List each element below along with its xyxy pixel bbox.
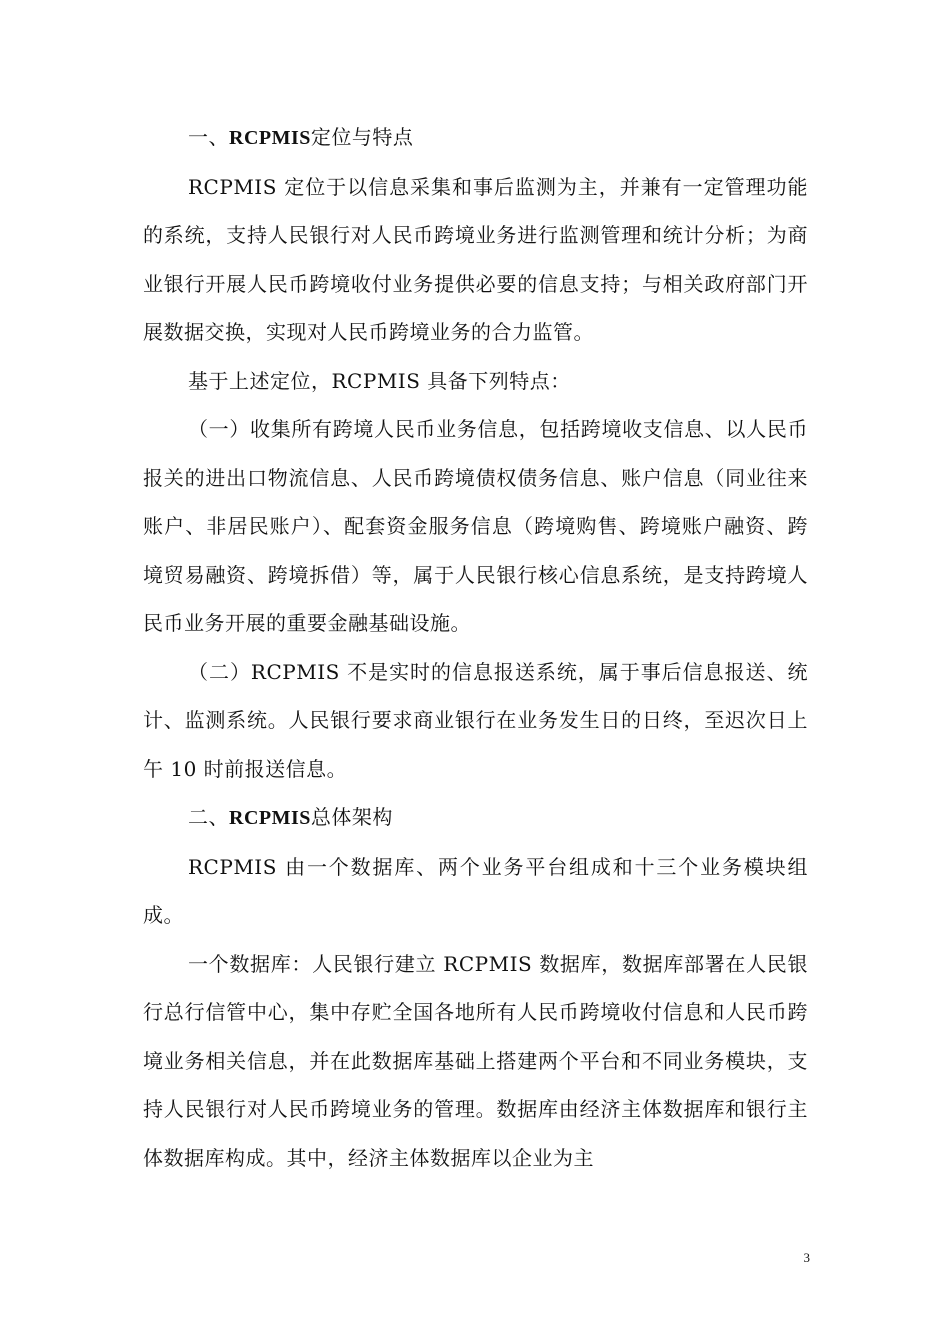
section-heading-2 — [143, 793, 808, 843]
heading-number: 一、 — [188, 125, 229, 149]
page-number: 3 — [803, 1250, 810, 1265]
paragraph: （二）RCPMIS 不是实时的信息报送系统，属于事后信息报送、统计、监测系统。人民银行要求商业银行在业务发生日的日终，至迟次日上午 10 时前报送信息。 — [143, 659, 808, 781]
section-heading-1 — [143, 113, 808, 163]
body-text — [143, 113, 808, 1182]
paragraph: RCPMIS 由一个数据库、两个业务平台组成和十三个业务模块组成。 — [143, 854, 808, 927]
heading-bold-term: RCPMIS — [229, 807, 311, 829]
paragraph: 基于上述定位，RCPMIS 具备下列特点： — [188, 368, 571, 393]
paragraph: 一个数据库：人民银行建立 RCPMIS 数据库，数据库部署在人民银行总行信管中心，集中存贮全国各地所有人民币跨境收付信息和人民币跨境业务相关信息，并在此数据库基础上搭建两个平台和不同业务模块，支持人民银行对人民币跨境业务的管理。数据库由经济主体数据库和银行主体数据库构成。其中，经济主体数据库以企业为主 — [143, 951, 808, 1170]
heading-title: 定位与特点 — [310, 125, 414, 149]
paragraph: （一）收集所有跨境人民币业务信息，包括跨境收支信息、以人民币报关的进出口物流信息、人民币跨境债权债务信息、账户信息（同业往来账户、非居民账户）、配套资金服务信息（跨境购售、跨境账户融资、跨境贸易融资、跨境拆借）等，属于人民银行核心信息系统，是支持跨境人民币业务开展的重要金融基础设施。 — [143, 417, 808, 635]
paragraph: RCPMIS 定位于以信息采集和事后监测为主，并兼有一定管理功能的系统，支持人民银行对人民币跨境业务进行监测管理和统计分析；为商业银行开展人民币跨境收付业务提供必要的信息支持；与相关政府部门开展数据交换，实现对人民币跨境业务的合力监管。 — [143, 174, 808, 344]
heading-bold-term: RCPMIS — [229, 127, 311, 149]
heading-number: 二、 — [188, 805, 229, 829]
heading-title: 总体架构 — [310, 805, 393, 829]
